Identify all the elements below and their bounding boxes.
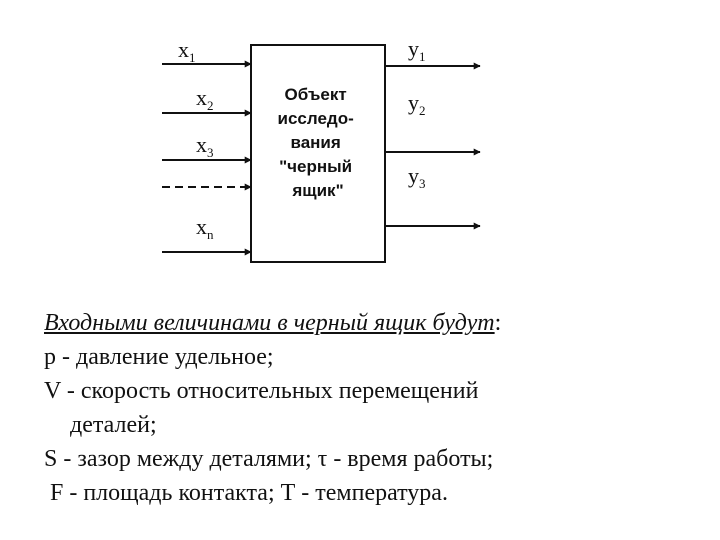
description-block [44,306,704,510]
box-line-4: "черный [279,157,353,176]
input-label-x1: $x_1$ [178,37,196,65]
list-item-area-temp: F - площадь контакта; Т - температура. [50,480,448,506]
output-label-y3: $y_3$ [408,163,426,191]
box-line-3: вания [290,133,341,152]
input-label-x3: $x_3$ [196,132,214,160]
input-label-xn: $x_n$ [196,214,214,242]
description-heading: Входными величинами в черный ящик будут [44,310,495,336]
box-line-1: Объект [284,85,347,104]
list-item-gap-time: S - зазор между деталями; τ - время работы; [44,446,494,472]
list-item-velocity: V - скорость относительных перемещений [44,378,479,404]
description-heading-line [44,306,704,340]
list-item-pressure: р - давление удельное; [44,344,274,370]
description-heading-colon: : [494,310,502,336]
output-label-y2: $y_2$ [408,90,426,118]
list-item-velocity-cont: деталей; [70,412,157,438]
box-line-2: исследо- [277,109,354,128]
box-line-5: ящик" [292,181,344,200]
input-label-x2: $x_2$ [196,85,214,113]
output-label-y1: $y_1$ [408,36,426,64]
black-box-rect [251,45,385,262]
